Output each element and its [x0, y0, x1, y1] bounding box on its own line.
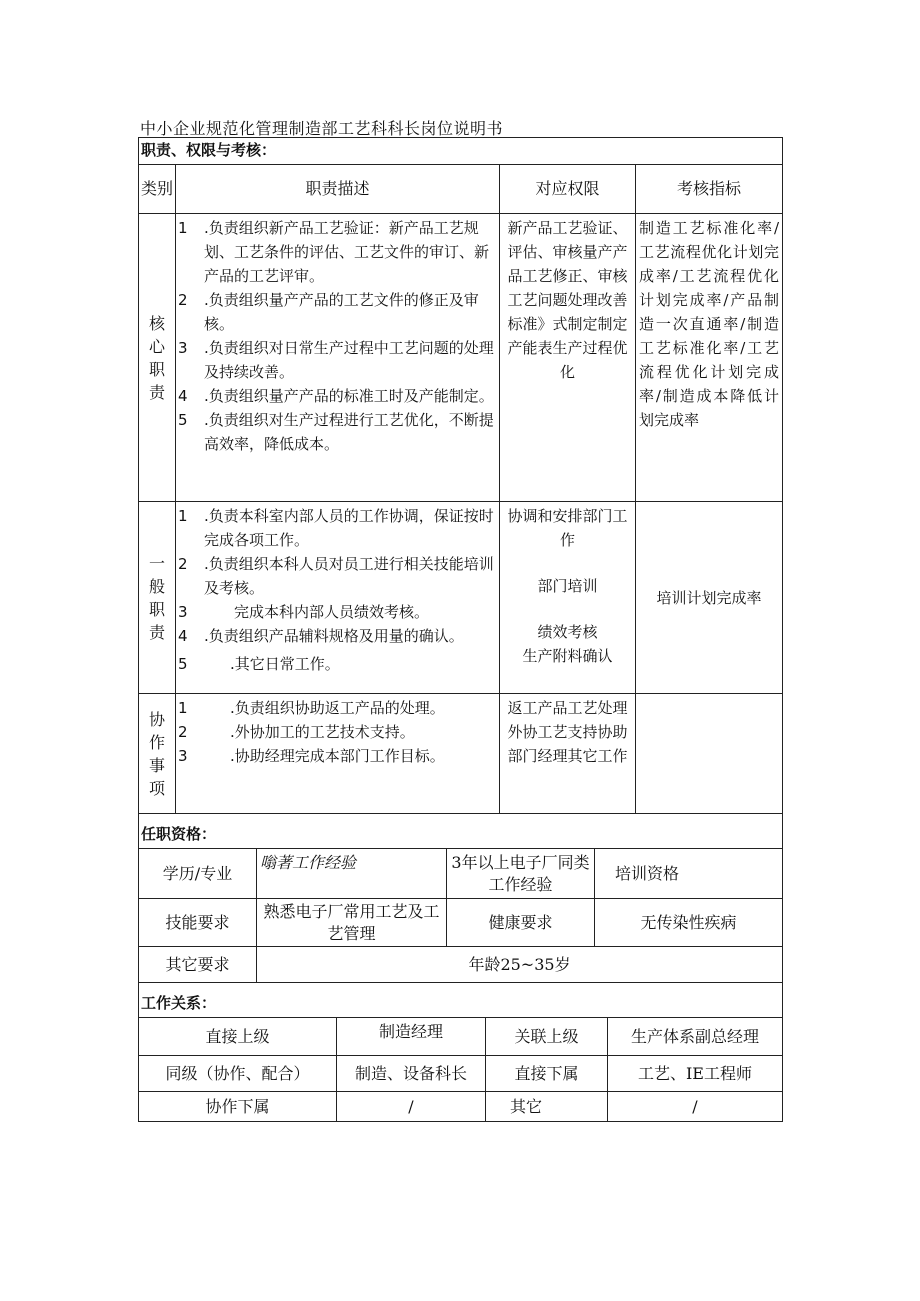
duty-table [138, 137, 783, 848]
label-health: 健康要求 [447, 899, 595, 947]
label-skills: 技能要求 [139, 899, 257, 947]
list-item: 5 .负责组织对生产过程进行工艺优化，不断提高效率，降低成本。 [178, 411, 494, 453]
category-core: 核 心 职 责 [139, 214, 176, 502]
value-other-relation: / [608, 1092, 783, 1122]
label-training: 培训资格 [595, 849, 783, 899]
value-experience-label: 嗡著工作经验 [257, 849, 447, 899]
section-qualifications: 任职资格： [139, 814, 783, 849]
list-item: 4 .负责组织产品辅料规格及用量的确认。 [178, 627, 464, 645]
value-direct-subordinate: 工艺、IE工程师 [608, 1056, 783, 1092]
category-assist: 协 作 事 项 [139, 694, 176, 814]
header-description: 职责描述 [176, 165, 500, 214]
label-direct-superior: 直接上级 [139, 1018, 337, 1056]
list-item: 3 .协助经理完成本部门工作目标。 [178, 747, 445, 765]
assist-kpi [636, 694, 783, 814]
label-related-superior: 关联上级 [486, 1018, 608, 1056]
list-item: 5 .其它日常工作。 [178, 655, 340, 673]
list-item: 4 .负责组织量产产品的标准工时及产能制定。 [178, 387, 494, 405]
core-duty-list [176, 214, 500, 502]
document-title: 中小企业规范化管理制造部工艺科科长岗位说明书 [140, 119, 504, 138]
label-peers: 同级（协作、配合） [139, 1056, 337, 1092]
core-authority: 新产品工艺验证、评估、审核量产产品工艺修正、审核工艺问题处理改善标准》式制定制定产能表生产过程优化 [500, 214, 636, 502]
assist-duty-list [176, 694, 500, 814]
label-other: 其它要求 [139, 947, 257, 983]
value-direct-superior: 制造经理 [337, 1018, 486, 1056]
list-item: 3 完成本科内部人员绩效考核。 [178, 603, 430, 621]
value-other: 年龄25~35岁 [257, 947, 783, 983]
value-assist-subordinate: / [337, 1092, 486, 1122]
header-authority: 对应权限 [500, 165, 636, 214]
core-kpi: 制造工艺标准化率/工艺流程优化计划完成率/工艺流程优化计划完成率/产品制造一次直通率/制造工艺标准化率/工艺流程优化计划完成率/制造成本降低计划完成率 [636, 214, 783, 502]
value-peers: 制造、设备科长 [337, 1056, 486, 1092]
value-experience: 3年以上电子厂同类工作经验 [447, 849, 595, 899]
qualification-table [138, 848, 783, 1017]
list-item: 2 .负责组织本科人员对员工进行相关技能培训及考核。 [178, 555, 494, 597]
list-item: 2 .外协加工的工艺技术支持。 [178, 723, 415, 741]
value-related-superior: 生产体系副总经理 [608, 1018, 783, 1056]
list-item: 1 .负责组织协助返工产品的处理。 [178, 699, 445, 717]
job-description-sheet [138, 137, 782, 1122]
section-duties: 职责、权限与考核： [139, 138, 783, 165]
relation-table [138, 1017, 783, 1122]
list-item: 1 .负责本科室内部人员的工作协调，保证按时完成各项工作。 [178, 507, 494, 549]
list-item: 2 .负责组织量产产品的工艺文件的修正及审核。 [178, 291, 479, 333]
section-relations: 工作关系： [139, 983, 783, 1018]
label-other-relation: 其它 [486, 1092, 608, 1122]
label-direct-subordinate: 直接下属 [486, 1056, 608, 1092]
category-general: 一 般 职 责 [139, 502, 176, 694]
assist-authority: 返工产品工艺处理外协工艺支持协助部门经理其它工作 [500, 694, 636, 814]
header-kpi: 考核指标 [636, 165, 783, 214]
value-skills: 熟悉电子厂常用工艺及工艺管理 [257, 899, 447, 947]
general-authority: 协调和安排部门工作 部门培训 绩效考核 生产附料确认 [500, 502, 636, 694]
general-kpi: 培训计划完成率 [636, 502, 783, 694]
general-duty-list [176, 502, 500, 694]
list-item: 3 .负责组织对日常生产过程中工艺问题的处理及持续改善。 [178, 339, 494, 381]
value-health: 无传染性疾病 [595, 899, 783, 947]
label-education: 学历/专业 [139, 849, 257, 899]
header-category: 类别 [139, 165, 176, 214]
list-item: 1 .负责组织新产品工艺验证：新产品工艺规划、工艺条件的评估、工艺文件的审订、新产品的工艺评审。 [178, 219, 490, 285]
label-assist-subordinate: 协作下属 [139, 1092, 337, 1122]
